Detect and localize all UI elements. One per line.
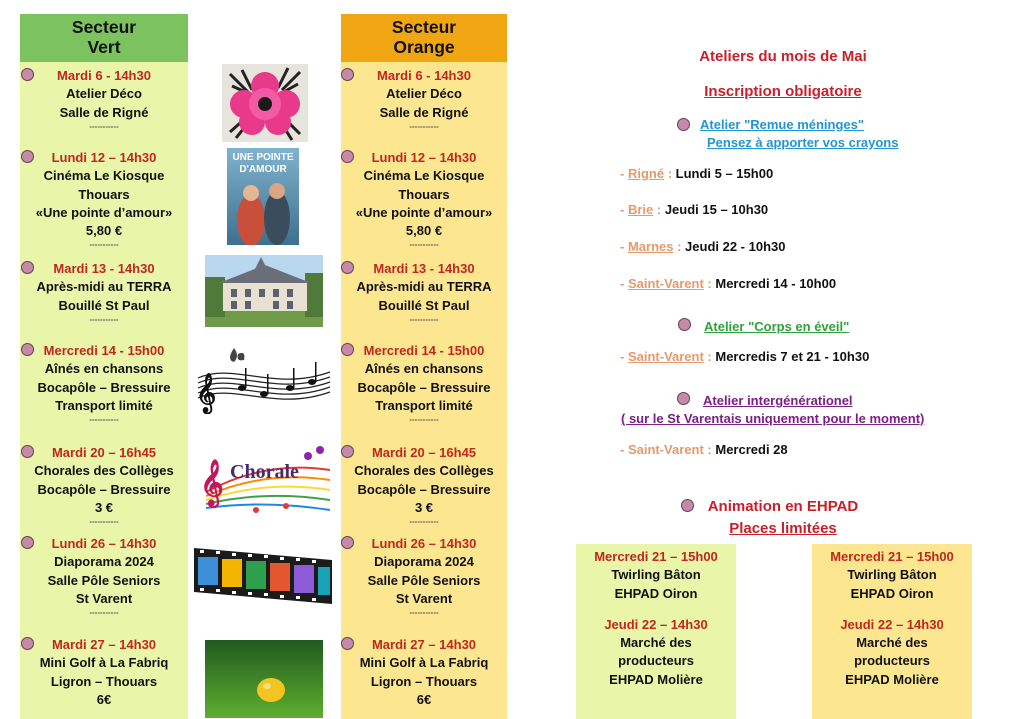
event-date: Lundi 26 – 14h30 (371, 536, 477, 551)
remue-place: Brie (627, 202, 654, 217)
event-date: Mardi 27 – 14h30 (371, 637, 477, 652)
event-line: Bocapôle – Bressuire (357, 481, 491, 497)
remue-when: Jeudi 15 – 10h30 (664, 202, 769, 217)
remue-title[interactable]: Atelier "Remue méninges" (700, 117, 865, 132)
event-line: Ligron – Thouars (50, 673, 158, 689)
inter-when: Mercredi 28 (715, 442, 788, 457)
inter-bullet (677, 392, 690, 405)
remue-place: Marnes (627, 239, 674, 254)
corps-sep: : (703, 349, 716, 364)
ehpad-vert-date1: Mercredi 21 – 15h00 (594, 549, 718, 564)
ehpad-orange-b3: EHPAD Molière (845, 671, 939, 687)
event-date: Mardi 27 – 14h30 (51, 637, 157, 652)
event-line: 5,80 € (85, 223, 123, 239)
event-line: Transport limité (375, 397, 473, 413)
event-line: Diaporama 2024 (374, 554, 474, 570)
event-line: 6€ (96, 691, 112, 707)
ehpad-vert-b3: EHPAD Molière (609, 671, 703, 687)
event-line: Aînés en chansons (364, 361, 484, 377)
event-date: Mardi 20 – 16h45 (51, 445, 157, 460)
ehpad-subtitle-wrap (690, 520, 876, 537)
vert-event (20, 444, 188, 527)
ehpad-orange-date1: Mercredi 21 – 15h00 (830, 549, 954, 564)
event-line: Thouars (78, 186, 130, 202)
mini-golf-image (205, 640, 323, 718)
event-line: Bouillé St Paul (378, 297, 470, 313)
ehpad-vert-b1: Marché des (620, 635, 692, 651)
event-line: Ligron – Thouars (370, 673, 478, 689)
event-date: Mercredi 14 - 15h00 (43, 343, 165, 358)
corps-dash: - (620, 349, 628, 364)
secteur-orange-title-line2: Orange (393, 37, 455, 57)
corps-title[interactable]: Atelier "Corps en éveil" (704, 319, 850, 334)
remue-sep: : (664, 166, 676, 181)
event-separator: ----------- (89, 415, 119, 425)
flower-image (222, 64, 308, 142)
event-date: Mardi 13 - 14h30 (53, 261, 155, 276)
svg-text:𝄞: 𝄞 (200, 459, 224, 506)
chorale-image (196, 440, 334, 518)
event-line: «Une pointe d’amour» (35, 204, 173, 220)
remue-dash: - (620, 166, 628, 181)
event-line: Chorales des Collèges (354, 463, 494, 479)
secteur-vert-title-line2: Vert (87, 37, 121, 57)
event-line: Salle de Rigné (59, 104, 149, 120)
orange-event (341, 444, 507, 527)
event-line: St Varent (395, 590, 453, 606)
inter-schedule-item (620, 442, 788, 457)
ateliers-title: Ateliers du mois de Mai (699, 48, 867, 65)
inter-title[interactable]: Atelier intergénérationel (703, 393, 853, 408)
event-line: Bocapôle – Bressuire (37, 481, 171, 497)
event-separator: ----------- (409, 314, 439, 324)
ehpad-subtitle: Places limitées (729, 520, 837, 537)
remue-sep: : (703, 276, 716, 291)
event-line: Cinéma Le Kiosque (363, 168, 485, 184)
event-date: Mardi 20 – 16h45 (371, 445, 477, 460)
corps-schedule-item (620, 349, 869, 364)
corps-when: Mercredis 7 et 21 - 10h30 (715, 349, 870, 364)
orange-event (341, 636, 507, 709)
event-line: Après-midi au TERRA (36, 279, 172, 295)
event-separator: ----------- (409, 415, 439, 425)
remue-dash: - (620, 202, 628, 217)
corps-place: Saint-Varent (627, 349, 704, 364)
event-date: Mardi 6 - 14h30 (57, 68, 151, 83)
event-line: 5,80 € (405, 223, 443, 239)
ehpad-vert-a1: Twirling Bâton (611, 567, 701, 583)
remue-dash: - (620, 239, 628, 254)
ehpad-orange-b2: producteurs (854, 653, 930, 669)
event-separator: ----------- (89, 608, 119, 618)
event-line: 6€ (416, 691, 432, 707)
event-line: Bocapôle – Bressuire (357, 379, 491, 395)
chorale-text: Chorale (230, 461, 299, 483)
event-line: Diaporama 2024 (54, 554, 154, 570)
remue-sep: : (673, 239, 686, 254)
event-line: St Varent (75, 590, 133, 606)
vert-event (20, 149, 188, 250)
remue-sep: : (653, 202, 665, 217)
ehpad-vert-a2: EHPAD Oiron (614, 585, 698, 601)
corps-bullet (678, 318, 691, 331)
event-line: Transport limité (55, 397, 153, 413)
event-line: Aînés en chansons (44, 361, 164, 377)
remue-when: Jeudi 22 - 10h30 (685, 239, 786, 254)
orange-event (341, 535, 507, 618)
remue-dash: - (620, 276, 628, 291)
music-notes-image (194, 342, 334, 414)
remue-bullet (677, 118, 690, 131)
vert-event (20, 260, 188, 325)
event-date: Mercredi 14 - 15h00 (363, 343, 485, 358)
vert-event (20, 342, 188, 425)
orange-event (341, 260, 507, 325)
poster-title-2: D'AMOUR (239, 164, 287, 175)
event-separator: ----------- (409, 121, 439, 131)
vert-event (20, 535, 188, 618)
event-line: Après-midi au TERRA (356, 279, 492, 295)
svg-text:𝄞: 𝄞 (196, 373, 217, 413)
event-separator: ----------- (89, 314, 119, 324)
vert-event (20, 67, 188, 132)
remue-when: Mercredi 14 - 10h00 (715, 276, 837, 291)
event-line: «Une pointe d’amour» (355, 204, 493, 220)
secteur-orange-title-line1: Secteur (391, 17, 457, 37)
event-line: 3 € (414, 499, 434, 515)
orange-event (341, 342, 507, 425)
remue-note: Pensez à apporter vos crayons (707, 135, 899, 150)
remue-schedule-item (620, 166, 773, 181)
inter-note: ( sur le St Varentais uniquement pour le moment) (621, 411, 925, 426)
event-separator: ----------- (409, 240, 439, 250)
event-line: Salle de Rigné (379, 104, 469, 120)
event-line: Cinéma Le Kiosque (43, 168, 165, 184)
event-separator: ----------- (89, 517, 119, 527)
event-line: 3 € (94, 499, 114, 515)
ehpad-box-orange (812, 544, 972, 719)
movie-poster-image (227, 148, 299, 245)
inter-prefix: - Saint-Varent : (620, 442, 716, 457)
event-line: Atelier Déco (66, 86, 142, 102)
secteur-orange-header (341, 14, 507, 62)
secteur-vert-header (20, 14, 188, 62)
event-date: Lundi 12 – 14h30 (371, 150, 477, 165)
event-line: Bouillé St Paul (58, 297, 150, 313)
ateliers-subtitle: Inscription obligatoire (704, 83, 862, 100)
event-line: Atelier Déco (386, 86, 462, 102)
secteur-vert-title-line1: Secteur (71, 17, 137, 37)
event-date: Lundi 26 – 14h30 (51, 536, 157, 551)
event-separator: ----------- (89, 121, 119, 131)
ehpad-orange-b1: Marché des (856, 635, 928, 651)
remue-place: Saint-Varent (627, 276, 704, 291)
event-line: Salle Pôle Seniors (47, 572, 161, 588)
event-line: Bocapôle – Bressuire (37, 379, 171, 395)
ehpad-box-vert (576, 544, 736, 719)
vert-event (20, 636, 188, 709)
event-line: Thouars (398, 186, 450, 202)
event-separator: ----------- (89, 240, 119, 250)
remue-when: Lundi 5 – 15h00 (675, 166, 774, 181)
remue-schedule-item (620, 276, 836, 291)
event-date: Mardi 13 - 14h30 (373, 261, 475, 276)
event-line: Mini Golf à La Fabriq (359, 655, 489, 671)
ehpad-orange-date2: Jeudi 22 – 14h30 (840, 616, 944, 632)
ehpad-orange-a2: EHPAD Oiron (850, 585, 934, 601)
event-separator: ----------- (409, 517, 439, 527)
orange-event (341, 149, 507, 250)
event-line: Mini Golf à La Fabriq (39, 655, 169, 671)
ehpad-vert-date2: Jeudi 22 – 14h30 (604, 616, 708, 632)
remue-place: Rigné (627, 166, 665, 181)
ateliers-subtitle-wrap (620, 83, 946, 100)
event-date: Mardi 6 - 14h30 (377, 68, 471, 83)
event-date: Lundi 12 – 14h30 (51, 150, 157, 165)
event-line: Chorales des Collèges (34, 463, 174, 479)
event-line: Salle Pôle Seniors (367, 572, 481, 588)
poster-title-1: UNE POINTE (232, 152, 294, 163)
terra-building-image (205, 255, 323, 327)
orange-event (341, 67, 507, 132)
remue-schedule-item (620, 239, 786, 254)
ehpad-title: Animation en EHPAD (707, 498, 859, 515)
ehpad-orange-a1: Twirling Bâton (847, 567, 937, 583)
remue-schedule-item (620, 202, 768, 217)
ehpad-vert-b2: producteurs (618, 653, 694, 669)
event-separator: ----------- (409, 608, 439, 618)
diaporama-filmstrip-image (194, 538, 332, 616)
